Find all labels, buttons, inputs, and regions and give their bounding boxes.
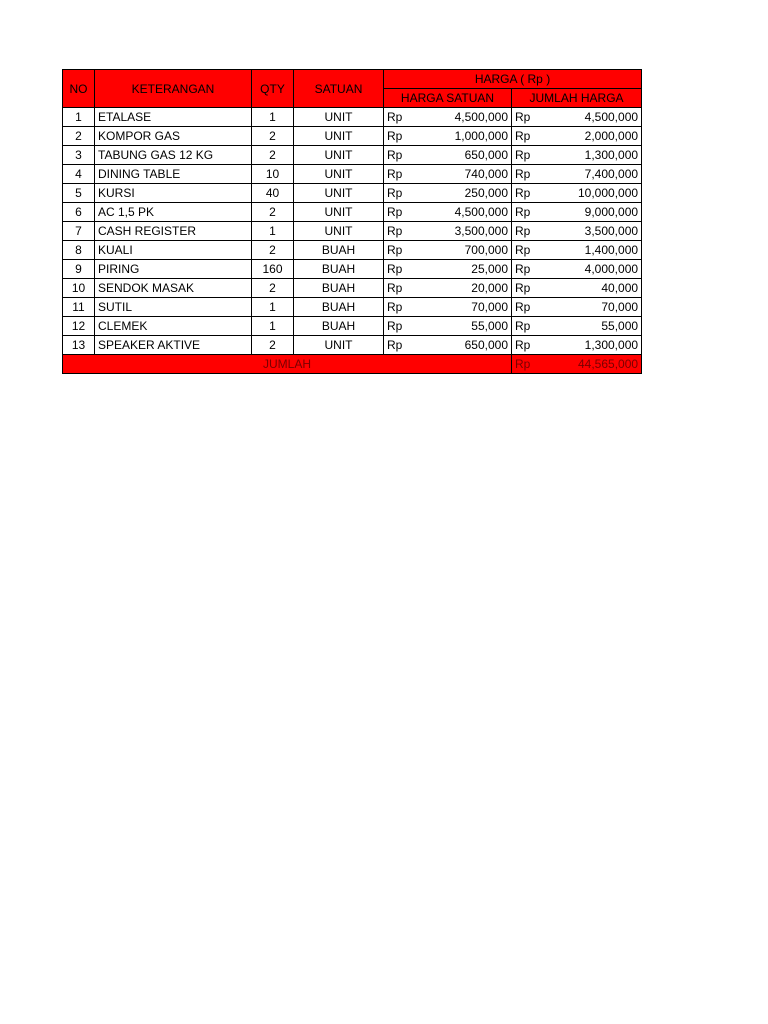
row-total-price: 4,000,000: [548, 260, 642, 279]
total-value: 44,565,000: [548, 355, 642, 374]
row-item: SENDOK MASAK: [95, 279, 252, 298]
total-currency: Rp: [512, 355, 548, 374]
header-harga: HARGA ( Rp ): [384, 70, 642, 89]
row-item: SUTIL: [95, 298, 252, 317]
table-row: [63, 279, 642, 298]
total-row: [63, 355, 642, 374]
row-qty: 160: [252, 260, 294, 279]
row-total-currency: Rp: [512, 260, 548, 279]
row-unit-price: 250,000: [420, 184, 512, 203]
row-no: 3: [63, 146, 95, 165]
row-total-currency: Rp: [512, 203, 548, 222]
row-unit: BUAH: [294, 260, 384, 279]
row-qty: 10: [252, 165, 294, 184]
row-no: 9: [63, 260, 95, 279]
row-price-currency: Rp: [384, 336, 420, 355]
row-unit-price: 4,500,000: [420, 108, 512, 127]
row-total-currency: Rp: [512, 127, 548, 146]
row-unit: UNIT: [294, 146, 384, 165]
row-unit-price: 20,000: [420, 279, 512, 298]
row-no: 6: [63, 203, 95, 222]
row-total-price: 1,400,000: [548, 241, 642, 260]
header-satuan: SATUAN: [294, 70, 384, 108]
row-item: AC 1,5 PK: [95, 203, 252, 222]
table-row: [63, 184, 642, 203]
row-qty: 1: [252, 317, 294, 336]
table-row: [63, 317, 642, 336]
row-no: 13: [63, 336, 95, 355]
row-price-currency: Rp: [384, 146, 420, 165]
table-row: [63, 241, 642, 260]
row-total-currency: Rp: [512, 108, 548, 127]
row-no: 1: [63, 108, 95, 127]
row-price-currency: Rp: [384, 241, 420, 260]
row-total-currency: Rp: [512, 336, 548, 355]
row-no: 5: [63, 184, 95, 203]
row-unit: UNIT: [294, 184, 384, 203]
row-price-currency: Rp: [384, 317, 420, 336]
row-item: TABUNG GAS 12 KG: [95, 146, 252, 165]
row-item: KUALI: [95, 241, 252, 260]
row-no: 2: [63, 127, 95, 146]
row-unit: BUAH: [294, 279, 384, 298]
row-total-currency: Rp: [512, 317, 548, 336]
row-item: KURSI: [95, 184, 252, 203]
row-total-price: 1,300,000: [548, 336, 642, 355]
row-price-currency: Rp: [384, 260, 420, 279]
row-unit: UNIT: [294, 222, 384, 241]
row-qty: 2: [252, 279, 294, 298]
header-row-1: [63, 70, 642, 89]
row-unit-price: 650,000: [420, 336, 512, 355]
table-row: [63, 146, 642, 165]
row-unit: BUAH: [294, 317, 384, 336]
row-qty: 1: [252, 108, 294, 127]
row-item: KOMPOR GAS: [95, 127, 252, 146]
row-total-currency: Rp: [512, 146, 548, 165]
row-no: 11: [63, 298, 95, 317]
row-total-price: 7,400,000: [548, 165, 642, 184]
row-unit-price: 55,000: [420, 317, 512, 336]
row-price-currency: Rp: [384, 108, 420, 127]
header-no: NO: [63, 70, 95, 108]
row-qty: 2: [252, 241, 294, 260]
row-item: SPEAKER AKTIVE: [95, 336, 252, 355]
row-total-price: 40,000: [548, 279, 642, 298]
row-qty: 2: [252, 203, 294, 222]
row-total-price: 3,500,000: [548, 222, 642, 241]
header-jumlah-harga: JUMLAH HARGA: [512, 89, 642, 108]
row-unit-price: 4,500,000: [420, 203, 512, 222]
row-qty: 1: [252, 298, 294, 317]
row-unit: UNIT: [294, 127, 384, 146]
table-row: [63, 298, 642, 317]
row-price-currency: Rp: [384, 127, 420, 146]
row-unit: UNIT: [294, 108, 384, 127]
table-row: [63, 108, 642, 127]
row-qty: 2: [252, 146, 294, 165]
table-row: [63, 127, 642, 146]
row-unit-price: 650,000: [420, 146, 512, 165]
row-unit-price: 25,000: [420, 260, 512, 279]
row-unit: BUAH: [294, 298, 384, 317]
row-price-currency: Rp: [384, 203, 420, 222]
row-price-currency: Rp: [384, 165, 420, 184]
row-unit-price: 3,500,000: [420, 222, 512, 241]
row-no: 7: [63, 222, 95, 241]
row-total-price: 2,000,000: [548, 127, 642, 146]
row-unit: UNIT: [294, 203, 384, 222]
row-unit: BUAH: [294, 241, 384, 260]
row-qty: 2: [252, 127, 294, 146]
row-unit: UNIT: [294, 336, 384, 355]
row-total-currency: Rp: [512, 184, 548, 203]
row-total-price: 10,000,000: [548, 184, 642, 203]
price-table: [62, 69, 642, 374]
row-total-currency: Rp: [512, 298, 548, 317]
row-total-price: 9,000,000: [548, 203, 642, 222]
row-total-currency: Rp: [512, 241, 548, 260]
row-price-currency: Rp: [384, 184, 420, 203]
row-item: CLEMEK: [95, 317, 252, 336]
row-item: ETALASE: [95, 108, 252, 127]
table-body: [63, 108, 642, 355]
row-unit-price: 70,000: [420, 298, 512, 317]
header-harga-satuan: HARGA SATUAN: [384, 89, 512, 108]
row-qty: 2: [252, 336, 294, 355]
row-total-price: 1,300,000: [548, 146, 642, 165]
row-no: 8: [63, 241, 95, 260]
row-item: CASH REGISTER: [95, 222, 252, 241]
table-row: [63, 336, 642, 355]
row-price-currency: Rp: [384, 222, 420, 241]
row-unit-price: 1,000,000: [420, 127, 512, 146]
row-item: DINING TABLE: [95, 165, 252, 184]
row-unit-price: 700,000: [420, 241, 512, 260]
row-total-price: 55,000: [548, 317, 642, 336]
row-unit-price: 740,000: [420, 165, 512, 184]
row-item: PIRING: [95, 260, 252, 279]
table-row: [63, 222, 642, 241]
row-total-price: 4,500,000: [548, 108, 642, 127]
row-total-price: 70,000: [548, 298, 642, 317]
row-total-currency: Rp: [512, 222, 548, 241]
row-no: 12: [63, 317, 95, 336]
row-no: 10: [63, 279, 95, 298]
row-qty: 1: [252, 222, 294, 241]
header-keterangan: KETERANGAN: [95, 70, 252, 108]
row-price-currency: Rp: [384, 279, 420, 298]
table-row: [63, 203, 642, 222]
row-qty: 40: [252, 184, 294, 203]
header-qty: QTY: [252, 70, 294, 108]
row-unit: UNIT: [294, 165, 384, 184]
row-price-currency: Rp: [384, 298, 420, 317]
row-no: 4: [63, 165, 95, 184]
row-total-currency: Rp: [512, 279, 548, 298]
total-label: JUMLAH: [63, 355, 512, 374]
table-row: [63, 165, 642, 184]
row-total-currency: Rp: [512, 165, 548, 184]
table-row: [63, 260, 642, 279]
